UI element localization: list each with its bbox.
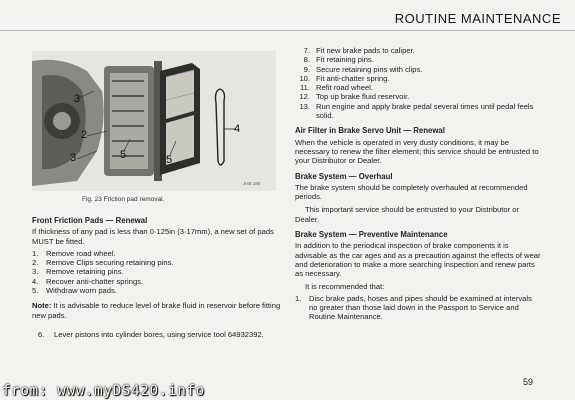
- list-item: 1. Remove road wheel.: [32, 248, 116, 258]
- preventive-heading: Brake System — Preventive Maintenance: [295, 230, 448, 240]
- list-item: 2. Remove Clips securing retaining pins.: [32, 258, 174, 268]
- overhaul-heading: Brake System — Overhaul: [295, 171, 393, 181]
- overhaul-text: The brake system should be completely overhauled at recommended periods.: [295, 182, 528, 202]
- note-text: It is advisable to reduce level of brake fluid in reservoir before fitting new pads.: [32, 301, 281, 320]
- front-pads-intro: If thickness of any pad is less than 0·125in (3·17mm), a new set of pads MUST be fitted.: [32, 227, 274, 246]
- brake-illustration: [32, 51, 276, 191]
- front-pads-heading: Front Friction Pads — Renewal: [32, 216, 148, 225]
- figure-caption: Fig. 23 Friction pad removal.: [82, 196, 165, 203]
- list-item: 9. Secure retaining pins with clips.: [303, 64, 423, 74]
- list-item: 3. Remove retaining pins.: [32, 267, 124, 277]
- list-item: 10. Fit anti-chatter spring.: [299, 73, 390, 83]
- section-title: ROUTINE MAINTENANCE: [394, 11, 561, 26]
- list-item: 6. Lever pistons into cylinder bores, using service tool 64932392.: [38, 329, 264, 339]
- preventive-text-2: It is recommended that:: [305, 281, 385, 291]
- page-number: 59: [522, 377, 533, 387]
- note-label: Note:: [32, 301, 52, 311]
- left-column: [32, 216, 282, 339]
- figure-friction-pad-removal: [32, 51, 276, 191]
- list-item: 12. Top up brake fluid reservoir.: [299, 92, 410, 102]
- list-item: 8. Fit retaining pins.: [303, 55, 374, 65]
- right-column: [295, 46, 542, 322]
- callout-2: 2: [81, 129, 88, 141]
- overhaul-text-2: This important service should be entrusted to your Distributor or Dealer.: [295, 205, 519, 224]
- callout-5-right: 5: [166, 154, 173, 166]
- list-item: 11. Refit road wheel.: [300, 83, 373, 93]
- servo-heading: Air Filter in Brake Servo Unit — Renewal: [295, 126, 445, 136]
- header-rule: [0, 30, 575, 31]
- callout-5-left: 5: [120, 149, 127, 161]
- watermark: from: www.myDS420.info: [2, 383, 206, 399]
- list-item: 1. Disc brake pads, hoses and pipes should be examined at intervals no greater than those laid down in the Passport to Service and Routine Maintenance.: [295, 293, 532, 322]
- list-item: 4. Recover anti-chatter springs.: [32, 276, 144, 286]
- note-paragraph: [32, 301, 282, 320]
- callout-3-top: 3: [74, 93, 81, 105]
- callout-4: 4: [234, 123, 241, 135]
- figure-reference: JHB 185: [243, 181, 261, 186]
- callout-3-bottom: 3: [70, 152, 77, 164]
- servo-text: When the vehicle is operated in very dusty conditions, it may be necessary to renew the filter element; this service should be entrusted to your Distributor or Dealer.: [295, 137, 539, 166]
- list-item: 7. Fit new brake pads to caliper.: [303, 46, 415, 55]
- list-item: 13. Run engine and apply brake pedal several times until pedal feels solid.: [299, 101, 534, 121]
- preventive-text: In addition to the periodical inspection of brake components it is advisable as the car ages and as a precaution against the effects of wear and deterioration to make a more searching inspection and renew parts as necessary.: [295, 241, 541, 279]
- list-item: 5. Withdraw worn pads.: [32, 286, 117, 296]
